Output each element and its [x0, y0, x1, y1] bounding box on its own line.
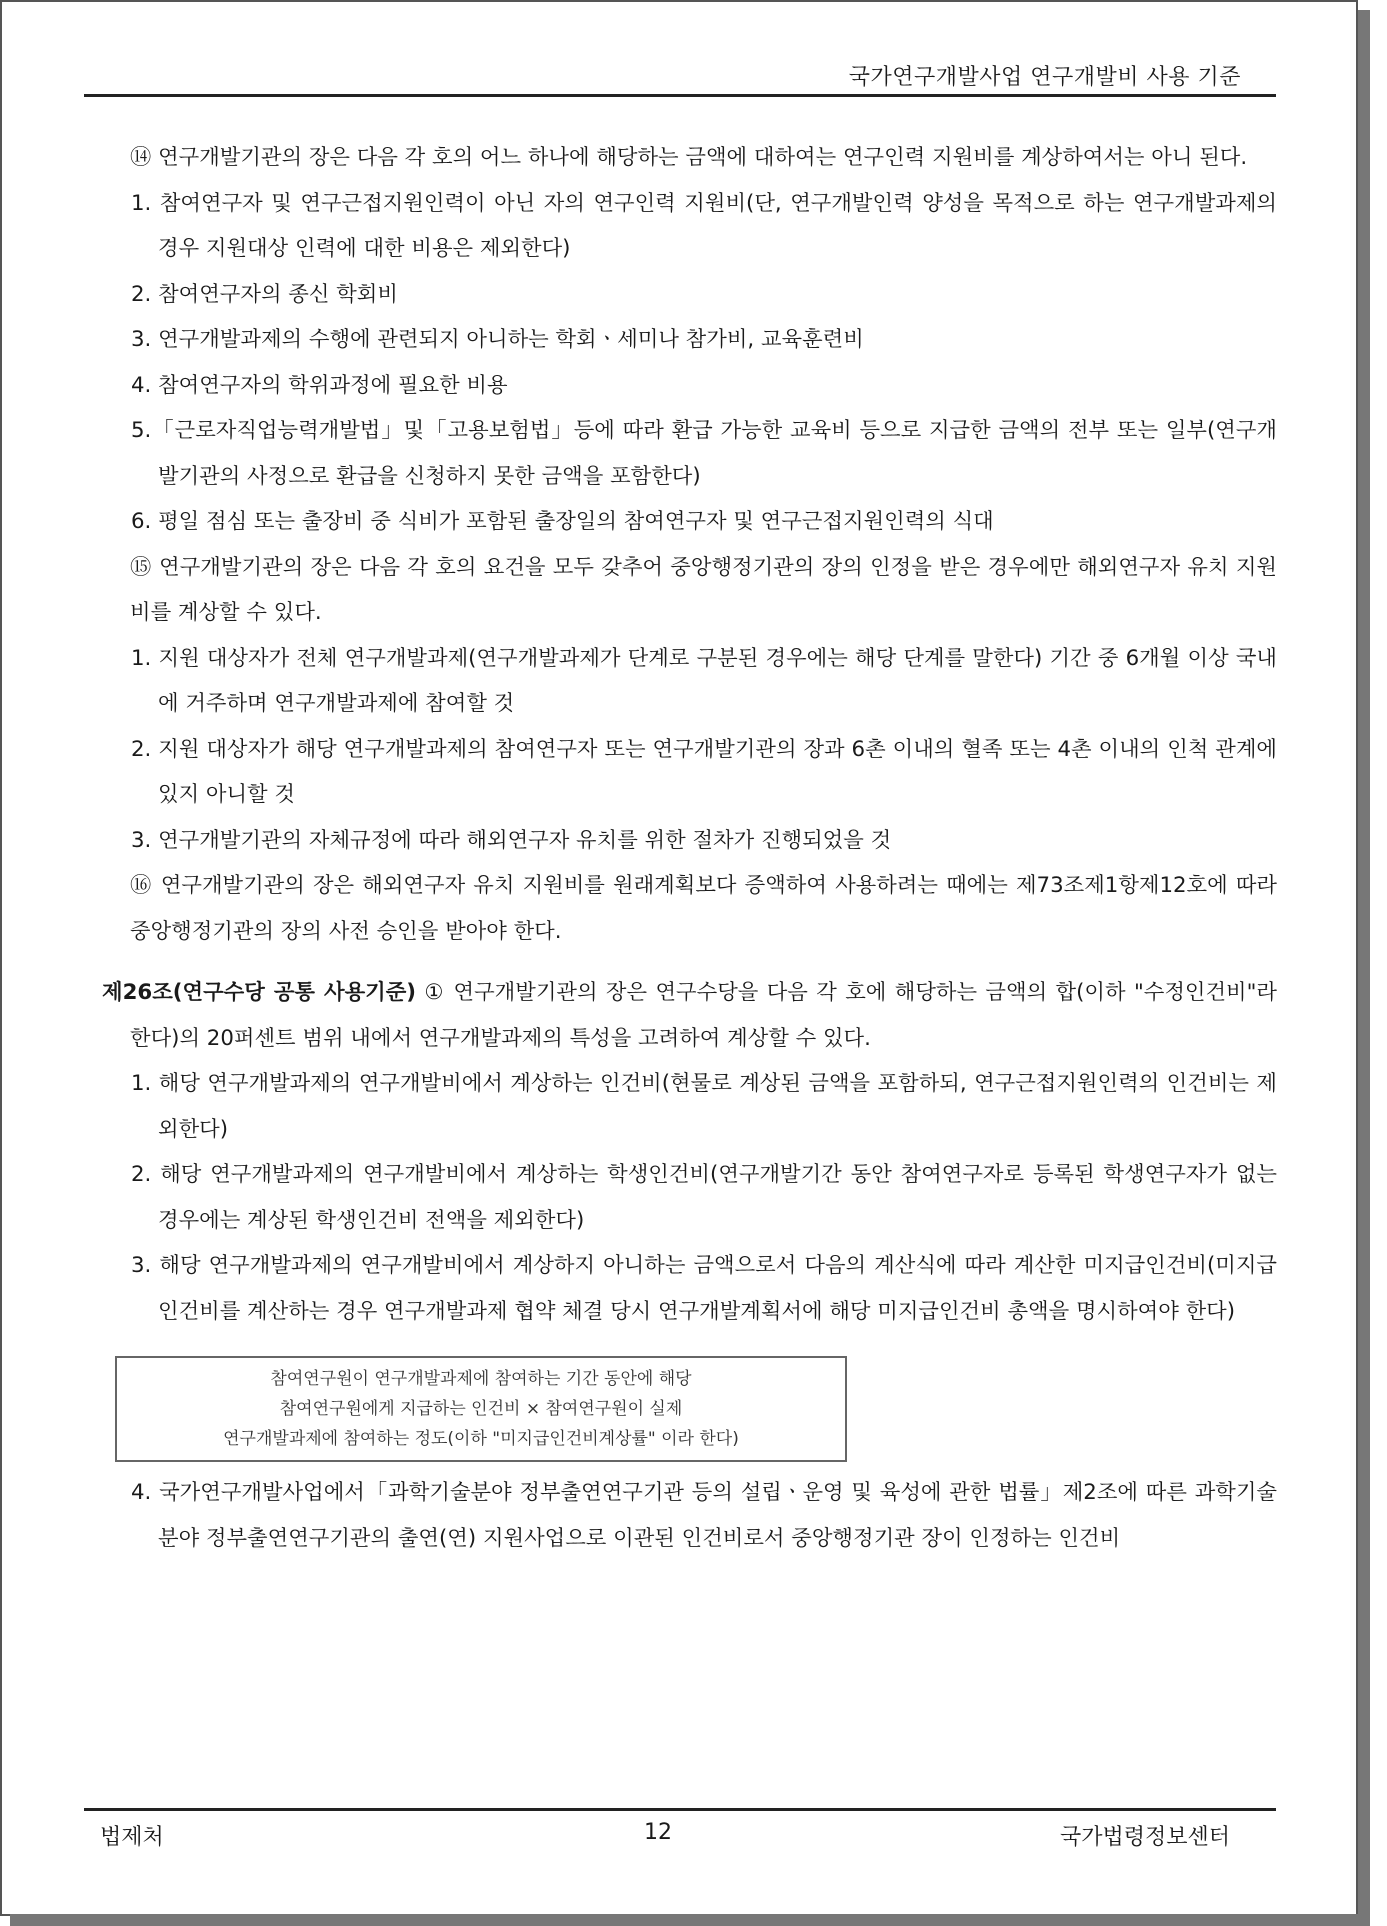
formula-line: 참여연구원에게 지급하는 인건비 × 참여연구원이 실제	[279, 1399, 683, 1419]
list-item: 3. 연구개발과제의 수행에 관련되지 아니하는 학회ㆍ세미나 참가비, 교육훈련비	[131, 327, 864, 352]
page-shadow-right	[1358, 10, 1370, 1926]
article-26	[102, 970, 1277, 1061]
footer-source: 국가법령정보센터	[1059, 1825, 1230, 1850]
formula-line: 참여연구원이 연구개발과제에 참여하는 기간 동안에 해당	[270, 1369, 692, 1389]
list-item: 1. 지원 대상자가 전체 연구개발과제(연구개발과제가 단계로 구분된 경우에는 해당 단계를 말한다) 기간 중 6개월 이상 국내에 거주하며 연구개발과제에 참여할 것	[131, 645, 1277, 716]
footer-divider	[84, 1808, 1276, 1811]
list-item: 1. 해당 연구개발과제의 연구개발비에서 계상하는 인건비(현물로 계상된 금액을 포함하되, 연구근접지원인력의 인건비는 제외한다)	[131, 1071, 1277, 1142]
article-title: 제26조(연구수당 공통 사용기준)	[102, 980, 417, 1005]
list-item: 2. 해당 연구개발과제의 연구개발비에서 계상하는 학생인건비(연구개발기간 동안 참여연구자로 등록된 학생연구자가 없는 경우에는 계상된 학생인건비 전액을 제외한다)	[131, 1162, 1277, 1233]
list-item: 3. 연구개발기관의 자체규정에 따라 해외연구자 유치를 위한 절차가 진행되었을 것	[131, 827, 892, 853]
list-item: 3. 해당 연구개발과제의 연구개발비에서 계상하지 아니하는 금액으로서 다음의 계산식에 따라 계산한 미지급인건비(미지급인건비를 계산하는 경우 연구개발과제 협약 체결 당시 연구개발계획서에 해당 미지급인건비 총액을 명시하여야 한다)	[131, 1253, 1277, 1324]
list-item: 2. 참여연구자의 종신 학회비	[131, 281, 398, 307]
list-item: 2. 지원 대상자가 해당 연구개발과제의 참여연구자 또는 연구개발기관의 장과 6촌 이내의 혈족 또는 4촌 이내의 인척 관계에 있지 아니할 것	[131, 736, 1277, 807]
list-item: 1. 참여연구자 및 연구근접지원인력이 아닌 자의 연구인력 지원비(단, 연구개발인력 양성을 목적으로 하는 연구개발과제의 경우 지원대상 인력에 대한 비용은 제외한다)	[131, 190, 1277, 261]
list-item: 4. 참여연구자의 학위과정에 필요한 비용	[131, 372, 508, 398]
paragraph-15: ⑮ 연구개발기관의 장은 다음 각 호의 요건을 모두 갖추어 중앙행정기관의 장의 인정을 받은 경우에만 해외연구자 유치 지원비를 계상할 수 있다.	[130, 554, 1277, 625]
document-body	[102, 135, 1277, 1561]
header-title: 국가연구개발사업 연구개발비 사용 기준	[848, 65, 1241, 90]
paragraph-16: ⑯ 연구개발기관의 장은 해외연구자 유치 지원비를 원래계획보다 증액하여 사용하려는 때에는 제73조제1항제12호에 따라 중앙행정기관의 장의 사전 승인을 받아야 한다.	[130, 873, 1277, 944]
formula-line: 연구개발과제에 참여하는 정도(이하 "미지급인건비계상률" 이라 한다)	[223, 1429, 739, 1449]
paragraph-14: ⑭ 연구개발기관의 장은 다음 각 호의 어느 하나에 해당하는 금액에 대하여는 연구인력 지원비를 계상하여서는 아니 된다.	[130, 145, 1248, 170]
page-number: 12	[644, 1820, 672, 1845]
list-item: 6. 평일 점심 또는 출장비 중 식비가 포함된 출장일의 참여연구자 및 연구근접지원인력의 식대	[131, 509, 994, 534]
list-item: 4. 국가연구개발사업에서「과학기술분야 정부출연연구기관 등의 설립ㆍ운영 및 육성에 관한 법률」제2조에 따른 과학기술분야 정부출연연구기관의 출연(연) 지원사업으로 이관된 인건비로서 중앙행정기관 장이 인정하는 인건비	[131, 1480, 1277, 1551]
footer-publisher: 법제처	[100, 1825, 164, 1850]
formula-box	[115, 1356, 847, 1462]
list-item: 5.「근로자직업능력개발법」및「고용보험법」등에 따라 환급 가능한 교육비 등으로 지급한 금액의 전부 또는 일부(연구개발기관의 사정으로 환급을 신청하지 못한 금액을 포함한다)	[131, 418, 1277, 489]
page-shadow-bottom	[10, 1914, 1370, 1926]
article-text: ① 연구개발기관의 장은 연구수당을 다음 각 호에 해당하는 금액의 합(이하 "수정인건비"라 한다)의 20퍼센트 범위 내에서 연구개발과제의 특성을 고려하여 계상할 수 있다.	[130, 980, 1277, 1051]
header-divider	[84, 94, 1276, 97]
